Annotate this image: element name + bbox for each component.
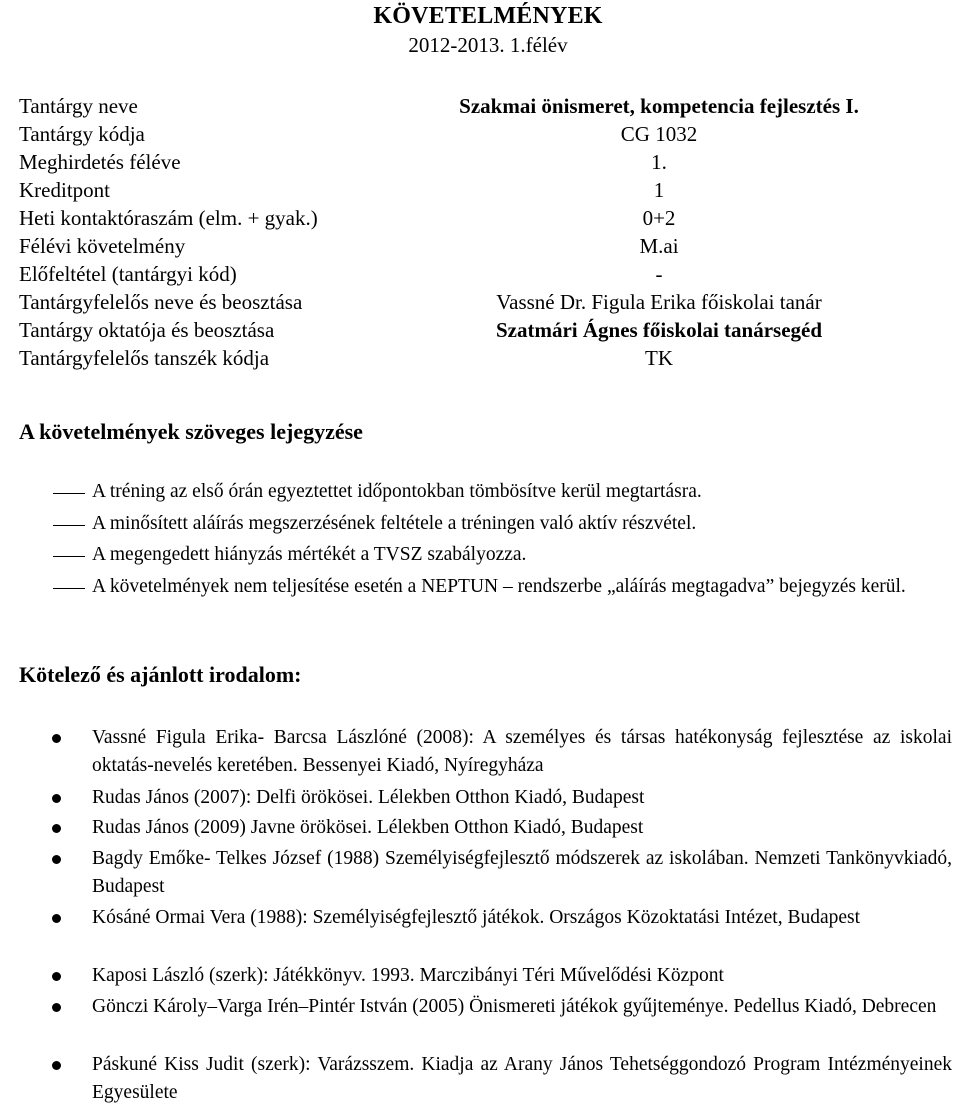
literature-text: Gönczi Károly–Varga Irén–Pintér István (2005) Önismereti játékok gyűjteménye. Pedellus Kiadó, Debrecen <box>92 996 937 1017</box>
info-label: Félévi követelmény <box>19 234 186 258</box>
info-value: 1. <box>651 150 667 174</box>
literature-item <box>92 845 952 901</box>
literature-item <box>92 784 952 812</box>
requirement-text: A tréning az első órán egyeztettet időpontokban tömbösítve kerül megtartásra. <box>92 481 702 502</box>
requirement-item <box>92 573 952 601</box>
info-row-course-code <box>19 121 949 148</box>
info-label: Tantárgy neve <box>19 94 138 118</box>
info-label: Tantárgy kódja <box>19 122 145 146</box>
document-title: KÖVETELMÉNYEK <box>373 3 603 29</box>
dash-bullet-icon <box>53 493 85 494</box>
literature-item <box>92 724 952 780</box>
bullet-dot-icon <box>52 1003 61 1012</box>
info-row-responsible <box>19 289 949 316</box>
info-label: Heti kontaktóraszám (elm. + gyak.) <box>19 206 318 230</box>
literature-heading: Kötelező és ajánlott irodalom: <box>19 662 302 687</box>
bullet-dot-icon <box>52 914 61 923</box>
literature-item <box>92 962 952 990</box>
requirements-heading: A követelmények szöveges lejegyzése <box>19 419 363 444</box>
bullet-dot-icon <box>52 972 61 981</box>
literature-item <box>92 1051 952 1107</box>
info-label: Tantárgy oktatója és beosztása <box>19 318 275 342</box>
literature-text: Kaposi László (szerk): Játékkönyv. 1993. Marczibányi Téri Művelődési Központ <box>92 965 724 986</box>
requirement-text: A megengedett hiányzás mértékét a TVSZ szabályozza. <box>92 544 527 565</box>
bullet-dot-icon <box>52 1061 61 1070</box>
requirement-item <box>92 478 952 506</box>
info-value: - <box>655 262 663 286</box>
dash-bullet-icon <box>53 556 85 557</box>
info-row-department <box>19 345 949 372</box>
literature-item <box>92 814 952 842</box>
info-value: Szakmai önismeret, kompetencia fejlesztés I. <box>459 94 859 118</box>
info-row-contact-hours <box>19 205 949 232</box>
info-label: Tantárgyfelelős neve és beosztása <box>19 290 303 314</box>
info-row-course-name <box>19 93 949 120</box>
dash-bullet-icon <box>53 525 85 526</box>
literature-text: Rudas János (2009) Javne örökösei. Lélekben Otthon Kiadó, Budapest <box>92 817 644 838</box>
info-label: Előfeltétel (tantárgyi kód) <box>19 262 237 286</box>
info-value: CG 1032 <box>620 122 698 146</box>
bullet-dot-icon <box>52 855 61 864</box>
bullet-dot-icon <box>52 794 61 803</box>
info-value: Vassné Dr. Figula Erika főiskolai tanár <box>496 290 822 314</box>
bullet-dot-icon <box>52 734 61 743</box>
literature-text: Páskuné Kiss Judit (szerk): Varázsszem. Kiadja az Arany János Tehetséggondozó Program Intézményeinek Egyesülete <box>92 1054 952 1103</box>
info-value: Szatmári Ágnes főiskolai tanársegéd <box>495 318 823 342</box>
dash-bullet-icon <box>53 588 85 589</box>
requirement-item <box>92 510 952 538</box>
literature-text: Kósáné Ormai Vera (1988): Személyiségfejlesztő játékok. Országos Közoktatási Intézet, Budapest <box>92 907 861 928</box>
literature-item <box>92 993 952 1021</box>
info-row-semester <box>19 149 949 176</box>
literature-text: Rudas János (2007): Delfi örökösei. Lélekben Otthon Kiadó, Budapest <box>92 787 645 808</box>
info-value: M.ai <box>639 234 679 258</box>
info-label: Kreditpont <box>19 178 110 202</box>
info-value: 0+2 <box>642 206 676 230</box>
document-semester: 2012-2013. 1.félév <box>408 33 568 57</box>
bullet-dot-icon <box>52 824 61 833</box>
info-row-requirement <box>19 233 949 260</box>
info-label: Tantárgyfelelős tanszék kódja <box>19 346 270 370</box>
literature-text: Vassné Figula Erika- Barcsa Lászlóné (2008): A személyes és társas hatékonyság fejlesztése az iskolai oktatás-nevelés keretében. Bessenyei Kiadó, Nyíregyháza <box>92 727 952 776</box>
requirement-text: A minősített aláírás megszerzésének feltétele a tréningen való aktív részvétel. <box>92 513 697 534</box>
info-value: TK <box>645 346 673 370</box>
literature-text: Bagdy Emőke- Telkes József (1988) Személyiségfejlesztő módszerek az iskolában. Nemzeti Tankönyvkiadó, Budapest <box>92 848 952 897</box>
requirement-text: A követelmények nem teljesítése esetén a NEPTUN – rendszerbe „aláírás megtagadva” bejegyzés kerül. <box>92 576 906 597</box>
requirement-item <box>92 541 952 569</box>
info-row-credits <box>19 177 949 204</box>
info-row-prerequisite <box>19 261 949 288</box>
info-label: Meghirdetés féléve <box>19 150 181 174</box>
info-row-instructor <box>19 317 949 344</box>
info-value: 1 <box>653 178 665 202</box>
literature-item <box>92 904 952 932</box>
